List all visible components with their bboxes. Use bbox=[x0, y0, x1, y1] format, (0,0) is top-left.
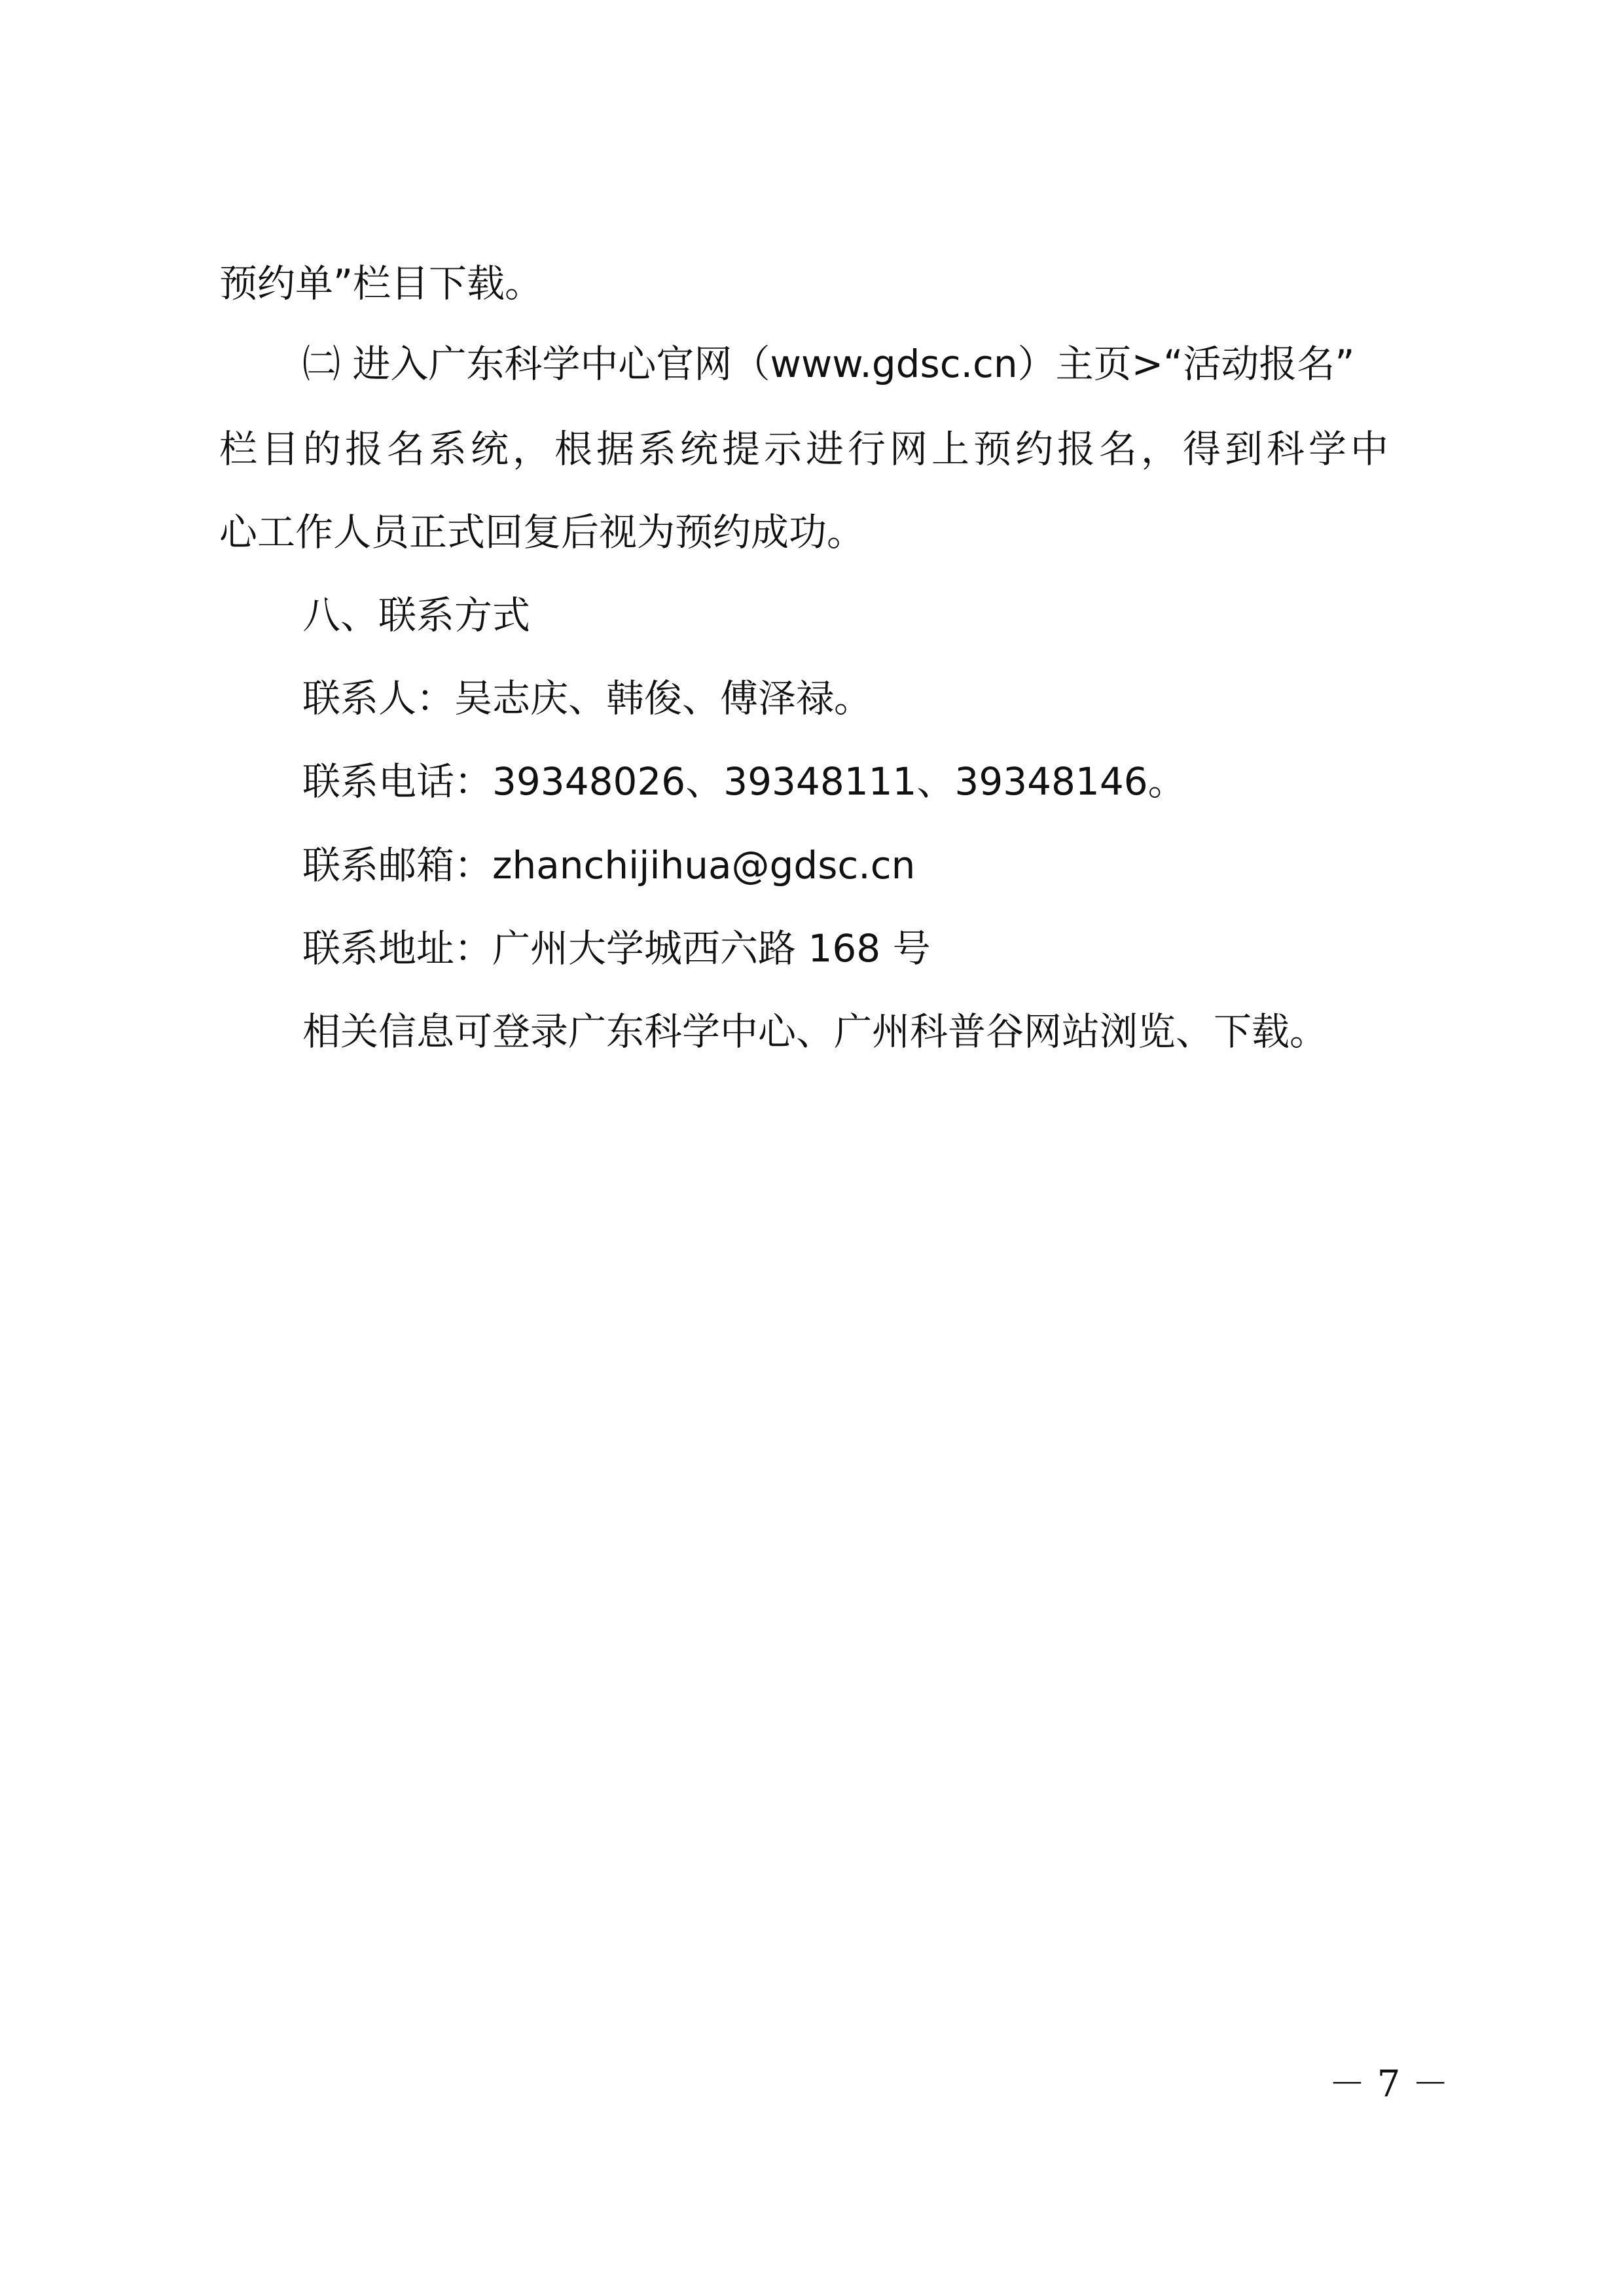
text-line-reservation-download: 预约单”栏目下载。 bbox=[219, 261, 543, 306]
contact-email: 联系邮箱：zhanchijihua@gdsc.cn bbox=[302, 843, 916, 888]
page-number: － 7 － bbox=[1329, 2063, 1449, 2106]
text-line-online-registration: ㈡ 进入广东科学中心官网（www.gdsc.cn）主页>“活动报名” bbox=[302, 342, 1355, 386]
contact-persons: 联系人：吴志庆、韩俊、傅泽禄。 bbox=[302, 676, 873, 721]
contact-phone: 联系电话：39348026、39348111、39348146。 bbox=[302, 759, 1186, 804]
section-heading-contact: 八、联系方式 bbox=[302, 593, 531, 637]
related-info-note: 相关信息可登录广东科学中心、广州科普谷网站浏览、下载。 bbox=[302, 1009, 1328, 1054]
contact-address: 联系地址：广州大学城西六路 168 号 bbox=[302, 926, 931, 971]
text-line-confirmation: 心工作人员正式回复后视为预约成功。 bbox=[219, 510, 865, 554]
text-line-registration-system: 栏目的报名系统，根据系统提示进行网上预约报名，得到科学中 bbox=[219, 427, 1393, 471]
